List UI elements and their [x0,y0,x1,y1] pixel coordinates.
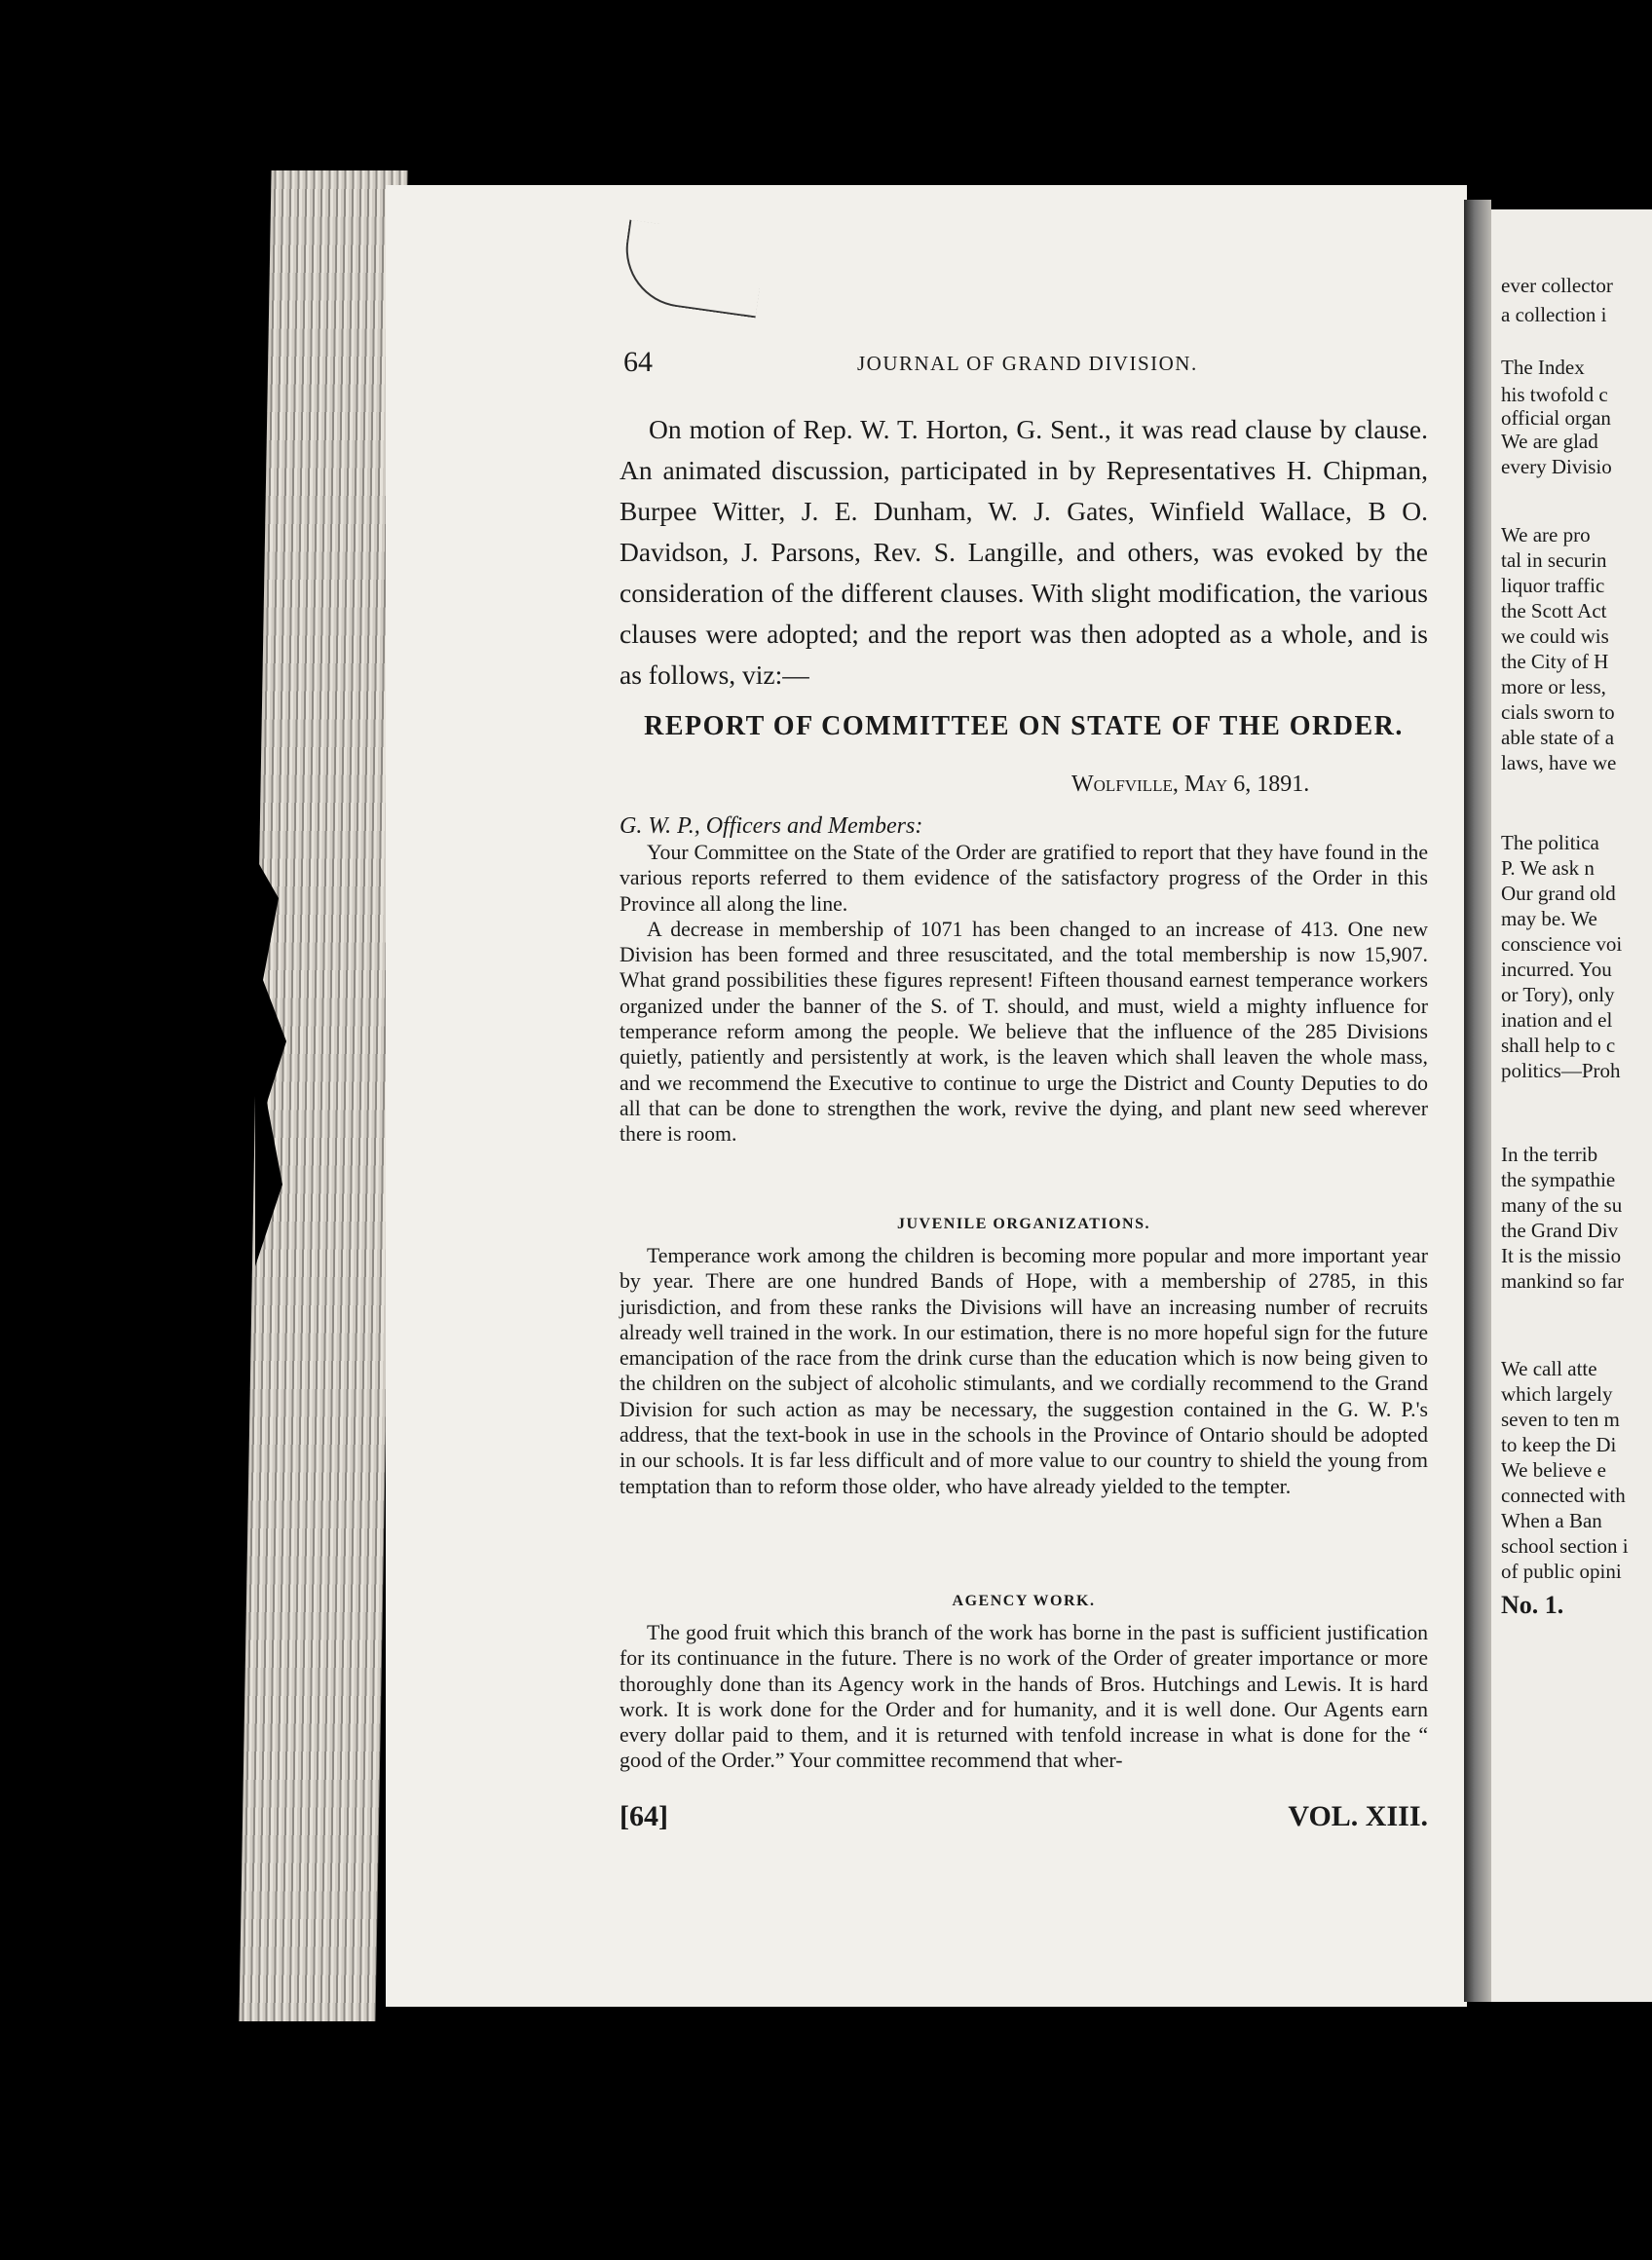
right-page-line: connected with [1501,1484,1626,1507]
right-page-line: the Scott Act [1501,599,1607,622]
running-head: JOURNAL OF GRAND DIVISION. [857,352,1198,375]
right-page-line: ever collector [1501,274,1613,297]
intro-paragraph: On motion of Rep. W. T. Horton, G. Sent., it was read clause by clause. An animated discussion, participated in by Representatives H. Chipman, Burpee Witter, J. E. Dunham, W. J. Gates, Winfield Wallace, B O. Davidson, J. Parsons, Rev. S. Langille, and others, was evoked by the consideration of the different clauses. With slight modification, the various clauses were adopted; and the report was then adopted as a whole, and is as follows, viz:— [620,414,1428,690]
state-paragraph: Your Committee on the State of the Order are gratified to report that they have found in the various reports referred to them evidence of the satisfactory progress of the Order in this Province all along the line. [620,841,1428,916]
report-title: REPORT OF COMMITTEE ON STATE OF THE ORDER. [644,711,1404,741]
right-page-line: every Divisio [1501,455,1612,478]
right-page-line: shall help to c [1501,1034,1616,1057]
right-page-line: We are glad [1501,430,1598,453]
right-page-line: the City of H [1501,650,1609,673]
agency-heading: AGENCY WORK. [952,1593,1096,1609]
book-gutter [1464,200,1491,2002]
right-page-line: to keep the Di [1501,1433,1617,1456]
right-page-line: a collection i [1501,303,1607,326]
right-page-line: When a Ban [1501,1509,1602,1532]
right-page-line: incurred. You [1501,958,1612,981]
right-page-line: In the terrib [1501,1143,1598,1166]
right-page-line: many of the su [1501,1193,1623,1217]
right-page-line: of public opini [1501,1560,1622,1583]
right-page-line: Our grand old [1501,882,1616,905]
agency-section [620,1620,1428,1774]
juvenile-section [620,1243,1428,1499]
right-page-line: may be. We [1501,907,1597,930]
right-page-line: ination and el [1501,1008,1613,1032]
right-page-line: the sympathie [1501,1168,1616,1191]
right-page-line: cials sworn to [1501,700,1615,724]
right-page-line: more or less, [1501,675,1606,698]
footer-volume: VOL. XIII. [1288,1800,1428,1832]
page-footer [620,1800,1428,1839]
right-page-line: No. 1. [1501,1591,1564,1619]
dateline: Wolfville, May 6, 1891. [1071,772,1310,797]
right-page-line: tal in securin [1501,548,1607,572]
right-page-line: liquor traffic [1501,574,1605,597]
footer-page-ref: [64] [620,1800,668,1832]
right-page-line: mankind so far [1501,1269,1624,1293]
salutation: G. W. P., Officers and Members: [620,813,923,839]
page-header [623,346,1422,385]
right-page-line: school section i [1501,1534,1629,1558]
right-page-line: politics—Proh [1501,1059,1621,1082]
right-page-line: We are pro [1501,523,1591,546]
right-page-line: conscience voi [1501,932,1623,956]
right-page-line: The politica [1501,831,1599,854]
right-page [1491,209,1652,2002]
juvenile-heading: JUVENILE ORGANIZATIONS. [896,1216,1151,1232]
right-page-line: his twofold c [1501,383,1608,406]
right-page-line: We call atte [1501,1357,1597,1380]
state-of-order-section [620,840,1428,1148]
page-number: 64 [623,346,653,378]
right-page-line: the Grand Div [1501,1219,1619,1242]
right-page-line: able state of a [1501,726,1615,749]
juvenile-paragraph: Temperance work among the children is becoming more popular and more important year by year. There are one hundred Bands of Hope, with a membership of 2785, in this jurisdiction, and from these ranks the Divisions will have an increasing number of recruits already well trained in the work. In our estimation, there is no more hopeful sign for the future emancipation of the race from the drink curse than the education which is now being given to the children on the subject of alcoholic stimulants, and we cordially recommend to the Grand Division for such action as may be necessary, the suggestion contained in the G. W. P.'s address, that the text-book in use in the schools in the Province of Ontario should be adopted in our schools. It is far less difficult and of more value to our country to shield the young from temptation than to reform those older, who have already yielded to the tempter. [620,1244,1428,1498]
right-page-line: P. We ask n [1501,856,1595,880]
agency-paragraph: The good fruit which this branch of the work has borne in the past is sufficient justification for its continuance in the future. There is no work of the Order of greater importance or more thoroughly done than its Agency work in the hands of Bros. Hutchings and Lewis. It is hard work. It is work done for the Order and for humanity, and it is well done. Our Agents earn every dollar paid to them, and it is returned with tenfold increase in what is done for the “ good of the Order.” Your committee recommend that wher- [620,1621,1428,1773]
state-paragraph: A decrease in membership of 1071 has been changed to an increase of 413. One new Division has been formed and three resuscitated, and the total membership is now 15,907. What grand possibilities these figures represent! Fifteen thousand earnest temperance workers organized under the banner of the S. of T. should, and must, wield a mighty influence for temperance reform among the people. We believe that the influence of the 285 Divisions quietly, patiently and persistently at work, is the leaven which shall leaven the whole mass, and we recommend the Executive to continue to urge the District and County Deputies to do all that can be done to strengthen the work, revive the dying, and plant new seed wherever there is room. [620,917,1428,1147]
right-page-line: The Index [1501,356,1585,379]
right-page-line: or Tory), only [1501,983,1615,1006]
right-page-line: We believe e [1501,1458,1606,1482]
right-page-line: laws, have we [1501,751,1617,774]
right-page-line: which largely [1501,1382,1613,1406]
right-page-line: seven to ten m [1501,1408,1620,1431]
right-page-line: official organ [1501,406,1611,430]
right-page-line: we could wis [1501,624,1609,648]
right-page-line: It is the missio [1501,1244,1622,1267]
